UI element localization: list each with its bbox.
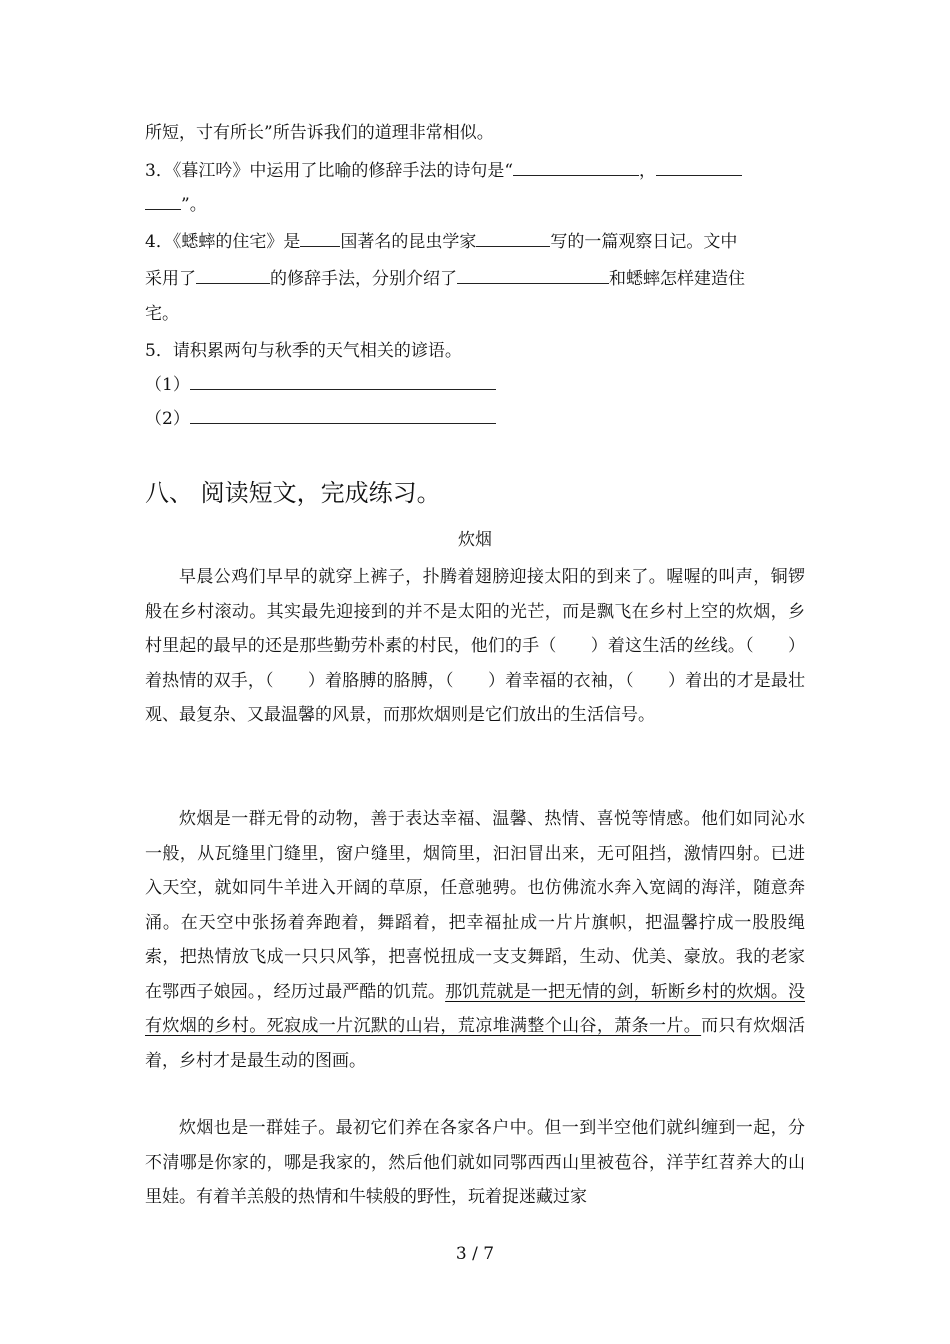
continuation-text: 所短，寸有所长”所告诉我们的道理非常相似。 <box>145 123 494 143</box>
passage-paragraph-2 <box>145 802 805 1078</box>
question-5-answer-1[interactable] <box>190 374 496 390</box>
question-3-blank-2-cont[interactable] <box>145 194 181 210</box>
question-4-line-3: 宅。 <box>145 304 179 324</box>
question-4-text-2: 国著名的昆虫学家 <box>340 232 477 252</box>
question-3-blank-1[interactable] <box>513 160 639 176</box>
question-4-line-2 <box>145 268 745 289</box>
question-3 <box>145 160 742 181</box>
passage-paragraph-2-text-a: 炊烟是一群无骨的动物，善于表达幸福、温馨、热情、喜悦等情感。他们如同沁水一般，从瓦缝里门缝里，窗户缝里，烟筒里，汩汩冒出来，无可阻挡，激情四射。已进入天空，就如同牛羊进入开阔的草原，任意驰骋。也仿佛流水奔入宽阔的海洋，随意奔涌。在天空中张扬着奔跑着，舞蹈着，把幸福扯成一片片旗帜，把温馨拧成一股股绳索，把热情放飞成一只只风筝，把喜悦扭成一支支舞蹈，生动、优美、豪放。我的老家在鄂西子娘园。，经历过最严酷的饥荒。 <box>145 809 805 1002</box>
question-3-comma: ， <box>639 161 657 181</box>
question-3-text: 3．《暮江吟》中运用了比喻的修辞手法的诗句是“ <box>145 161 514 181</box>
passage-paragraph-2-text-b: 而只有炊烟活着，乡村才是最生动的图画。 <box>145 1016 806 1071</box>
question-4-blank-author[interactable] <box>476 231 550 247</box>
question-3-end: ”。 <box>181 195 207 215</box>
question-4-text-3: 写的一篇观察日记。文中 <box>550 232 738 252</box>
question-5-answer-2[interactable] <box>190 408 496 424</box>
question-4-line-1 <box>145 231 737 252</box>
passage-paragraph-3: 炊烟也是一群娃子。最初它们养在各家各户中。但一到半空他们就纠缠到一起，分不清哪是你家的，哪是我家的，然后他们就如同鄂西西山里被苞谷，洋芋红苕养大的山里娃。有着羊羔般的热情和牛犊般的野性，玩着捉迷藏过家 <box>145 1118 805 1207</box>
question-5-item-2-label: （2） <box>145 409 190 429</box>
question-5-item-1-label: （1） <box>145 375 190 395</box>
question-5: 5．请积累两句与秋季的天气相关的谚语。 <box>145 341 462 361</box>
question-4-text-1: 4．《蟋蟀的住宅》是 <box>145 232 301 252</box>
page-number: 3 / 7 <box>455 1244 495 1264</box>
question-4-blank-rhetoric[interactable] <box>196 268 270 284</box>
question-3-blank-2[interactable] <box>656 160 742 176</box>
question-3-continued <box>145 194 207 215</box>
question-4-blank-content[interactable] <box>457 268 609 284</box>
question-4-text-5: 的修辞手法，分别介绍了 <box>270 269 457 289</box>
underlined-sentence: 那饥荒就是一把无情的剑，斩断乡村的炊烟。没有炊烟的乡村。死寂成一片沉默的山岩，荒凉堆满整个山谷，萧条一片。 <box>145 981 806 1036</box>
question-5-item-2 <box>145 408 496 429</box>
passage-title: 炊烟 <box>458 530 492 550</box>
question-4-text-4: 采用了 <box>145 269 196 289</box>
section-heading: 八、 阅读短文，完成练习。 <box>145 479 441 507</box>
question-5-item-1 <box>145 374 496 395</box>
question-4-text-6: 和蟋蟀怎样建造住 <box>609 269 745 289</box>
passage-paragraph-1: 早晨公鸡们早早的就穿上裤子，扑腾着翅膀迎接太阳的到来了。喔喔的叫声，铜锣般在乡村滚动。其实最先迎接到的并不是太阳的光芒，而是飘飞在乡村上空的炊烟，乡村里起的最早的还是那些勤劳朴素的村民，他们的手（ ）着这生活的丝线。（ ）着热情的双手，（ ）着胳膊的胳膊，（ ）着幸福的衣袖，（ ）着出的才是最壮观、最复杂、又最温馨的风景，而那炊烟则是它们放出的生活信号。 <box>145 567 805 725</box>
question-4-blank-country[interactable] <box>300 231 340 247</box>
